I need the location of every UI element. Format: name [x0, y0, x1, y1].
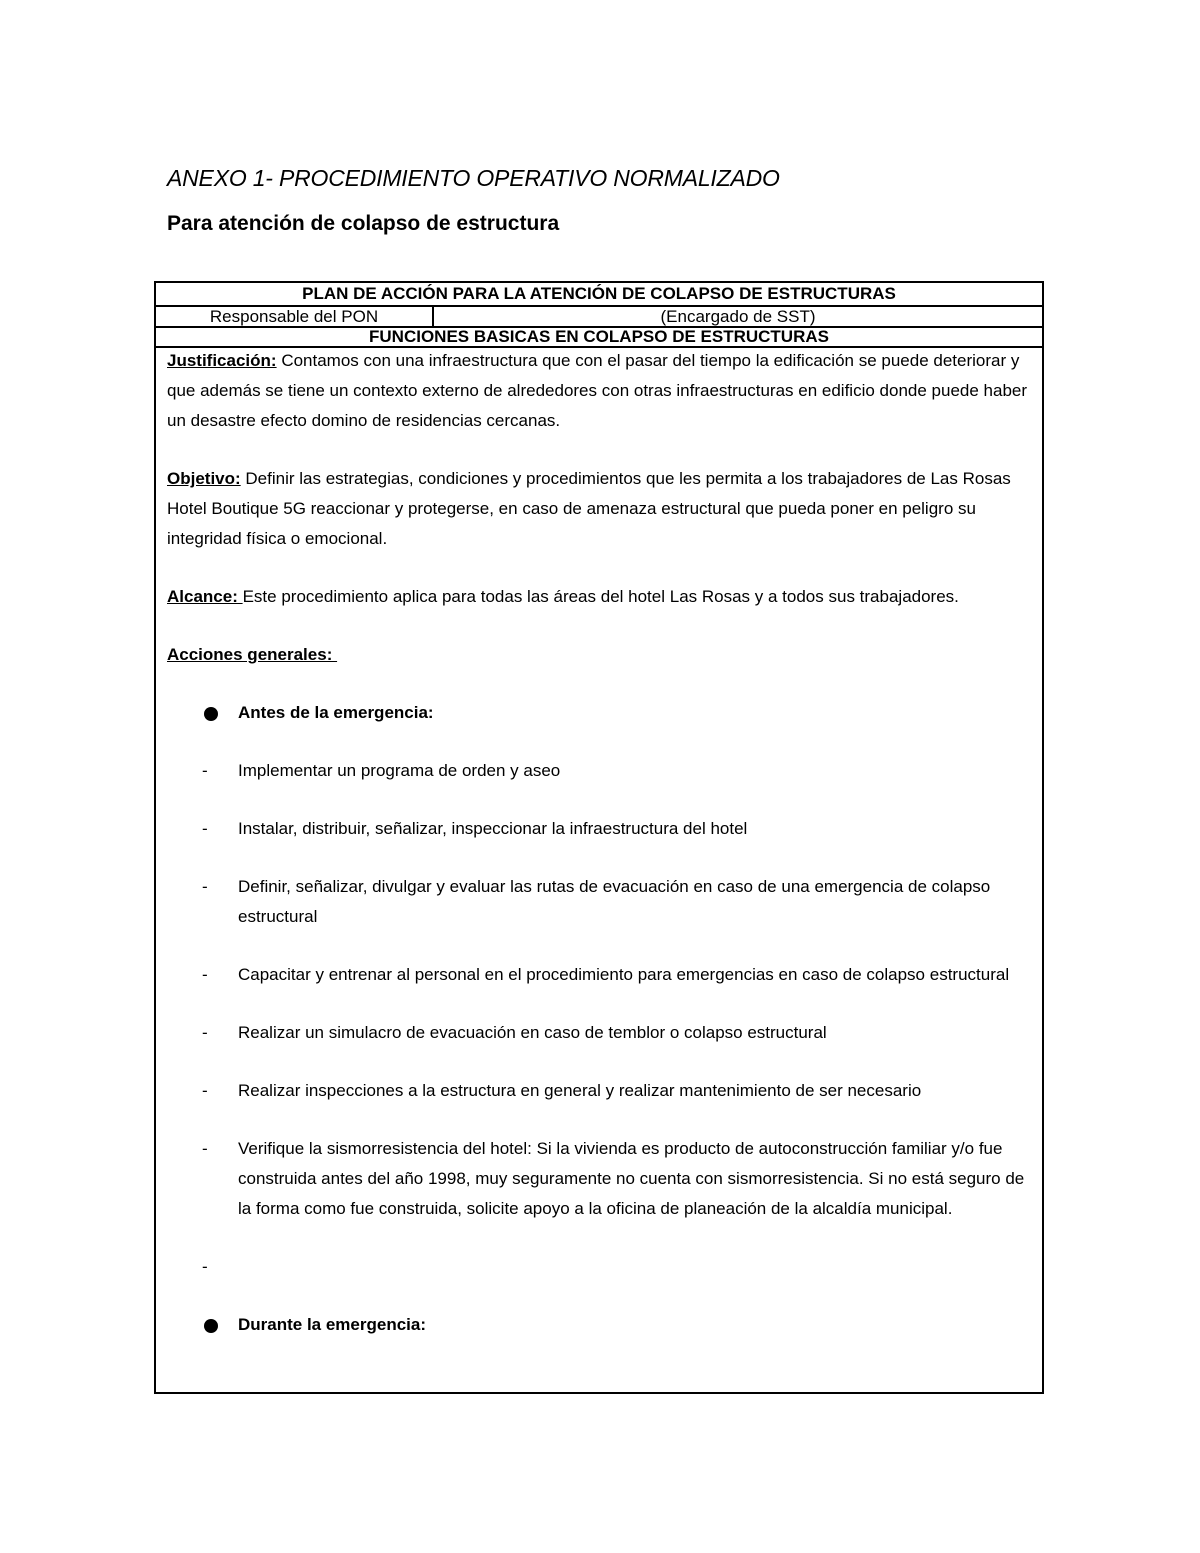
alcance-label: Alcance: — [167, 587, 243, 606]
objetivo-text: Definir las estrategias, condiciones y procedimientos que les permita a los trabajadores de Las Rosas Hotel Boutique 5G reaccionar y protegerse, en caso de amenaza estructural que pueda poner en peligro su integridad física o emocional. — [167, 469, 1011, 548]
justificacion-label: Justificación: — [167, 351, 277, 370]
list-item-text: Realizar un simulacro de evacuación en caso de temblor o colapso estructural — [238, 1023, 827, 1042]
justificacion-text: Contamos con una infraestructura que con el pasar del tiempo la edificación se puede deteriorar y que además se tiene un contexto externo de alrededores con otras infraestructuras en edificio donde puede haber un desastre efecto domino de residencias cercanas. — [167, 351, 1028, 430]
plan-title-row: PLAN DE ACCIÓN PARA LA ATENCIÓN DE COLAPSO DE ESTRUCTURAS — [156, 283, 1042, 307]
objetivo-paragraph — [167, 464, 1032, 554]
bullet-icon — [204, 1319, 218, 1333]
document-subtitle: Para atención de colapso de estructura — [167, 212, 560, 235]
action-plan-table — [154, 281, 1044, 1394]
list-item — [167, 814, 1032, 844]
alcance-paragraph — [167, 582, 1032, 612]
acciones-paragraph — [167, 640, 1032, 670]
list-item-text: Capacitar y entrenar al personal en el procedimiento para emergencias en caso de colapso estructural — [238, 965, 1010, 984]
objetivo-label: Objetivo: — [167, 469, 241, 488]
responsable-value: (Encargado de SST) — [660, 307, 816, 326]
list-item-text: Instalar, distribuir, señalizar, inspeccionar la infraestructura del hotel — [238, 819, 748, 838]
antes-heading — [167, 698, 1032, 728]
alcance-text: Este procedimiento aplica para todas las áreas del hotel Las Rosas y a todos sus trabajadores. — [242, 587, 959, 606]
justificacion-paragraph — [167, 346, 1032, 436]
durante-heading — [167, 1310, 1032, 1340]
dash-marker: - — [202, 965, 208, 984]
antes-label: Antes de la emergencia: — [238, 703, 434, 722]
dash-marker: - — [202, 1081, 208, 1100]
acciones-label: Acciones generales: — [167, 645, 338, 664]
list-item-text: Implementar un programa de orden y aseo — [238, 761, 561, 780]
durante-label: Durante la emergencia: — [238, 1315, 427, 1334]
bullet-icon — [204, 707, 218, 721]
list-item — [167, 1076, 1032, 1106]
document-title: ANEXO 1- PROCEDIMIENTO OPERATIVO NORMALIZADO — [167, 165, 780, 191]
dash-marker: - — [202, 877, 208, 896]
table-body — [167, 346, 1032, 1368]
dash-marker: - — [202, 1257, 208, 1276]
list-item-text — [238, 1257, 243, 1276]
list-item — [167, 756, 1032, 786]
dash-marker: - — [202, 761, 208, 780]
list-item — [167, 1134, 1032, 1224]
dash-marker: - — [202, 819, 208, 838]
responsable-label: Responsable del PON — [156, 307, 434, 326]
responsable-row — [156, 307, 1042, 328]
list-item — [167, 1018, 1032, 1048]
dash-marker: - — [202, 1023, 208, 1042]
list-item — [167, 1252, 1032, 1282]
list-item-text: Verifique la sismorresistencia del hotel: Si la vivienda es producto de autoconstrucción familiar y/o fue construida antes del año 1998, muy seguramente no cuenta con sismorresistencia. Si no está seguro de la forma como fue construida, solicite apoyo a la oficina de planeación de la alcaldía municipal. — [238, 1139, 1025, 1218]
list-item — [167, 872, 1032, 932]
list-item — [167, 960, 1032, 990]
dash-marker: - — [202, 1139, 208, 1158]
list-item-text: Realizar inspecciones a la estructura en general y realizar mantenimiento de ser necesario — [238, 1081, 922, 1100]
list-item-text: Definir, señalizar, divulgar y evaluar las rutas de evacuación en caso de una emergencia de colapso estructural — [238, 877, 991, 926]
funciones-title-row: FUNCIONES BASICAS EN COLAPSO DE ESTRUCTURAS — [156, 328, 1042, 348]
